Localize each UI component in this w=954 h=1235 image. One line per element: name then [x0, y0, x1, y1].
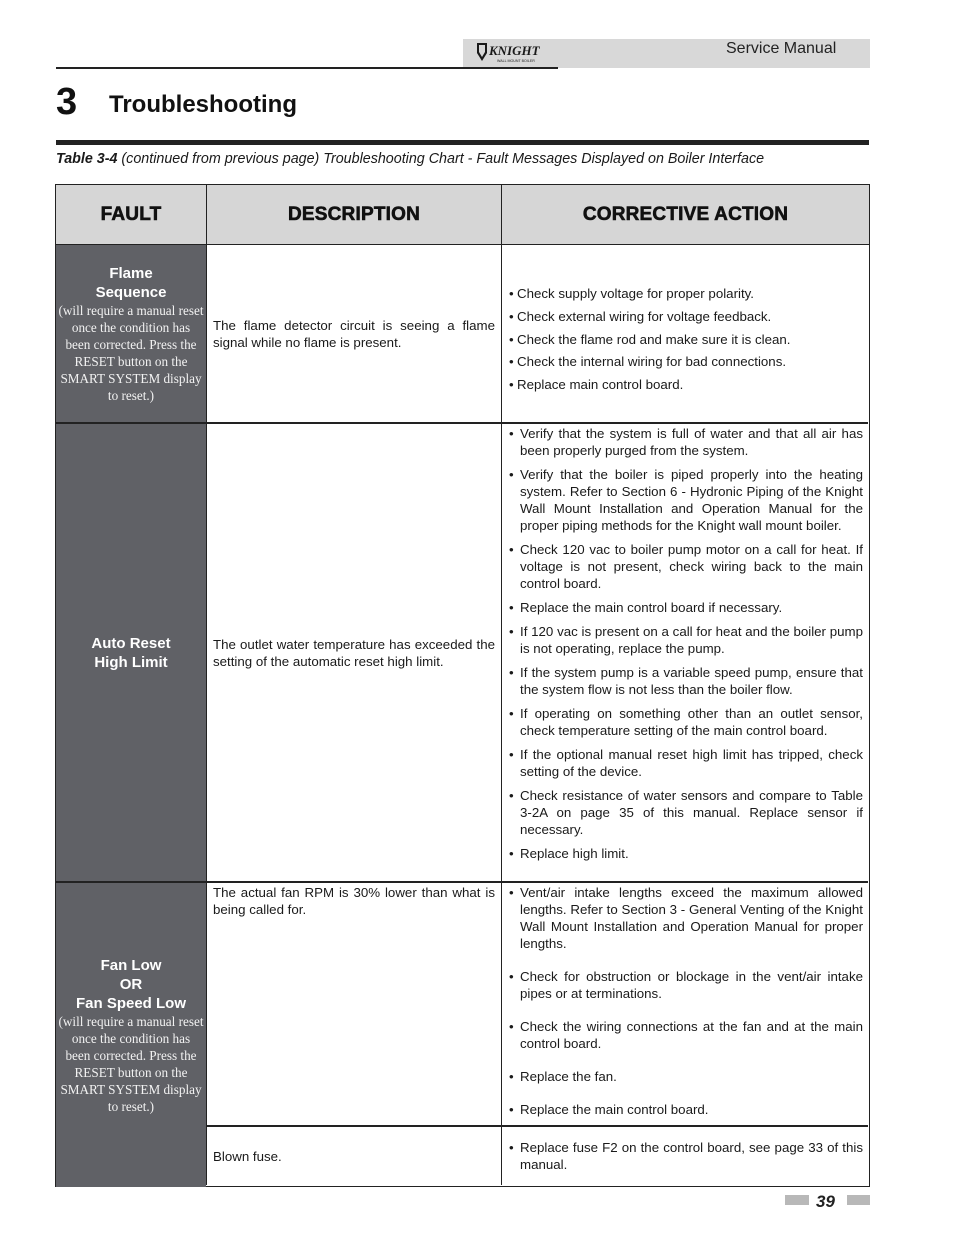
page-number: 39	[816, 1192, 835, 1211]
knight-logo-icon	[473, 39, 549, 66]
logo-brand: KNIGHT	[489, 43, 540, 58]
list-item: • If the system pump is a variable speed pump, ensure that the system flow is not less than the boiler flow.	[509, 664, 863, 698]
table-row-auto-reset-description: The outlet water temperature has exceeded the setting of the automatic reset high limit.	[206, 424, 501, 882]
list-item: • Replace fuse F2 on the control board, see page 33 of this manual.	[509, 1139, 863, 1173]
list-item: • Replace the main control board if necessary.	[509, 599, 863, 616]
list-item: • Replace high limit.	[509, 845, 863, 862]
list-item: • If the optional manual reset high limit has tripped, check setting of the device.	[509, 746, 863, 780]
list-item: • If operating on something other than an outlet sensor, check temperature setting of the main control board.	[509, 705, 863, 739]
section-title: Troubleshooting	[109, 91, 297, 118]
logo-subtitle: WALL MOUNT BOILER	[497, 59, 535, 63]
list-item: • Check external wiring for voltage feedback.	[509, 308, 790, 325]
list-item: • Verify that the boiler is piped properly into the heating system. Refer to Section 6 - Hydronic Piping of the Knight Wall Mount Installation and Operation Manual for the proper piping methods for the Knight wall mount boiler.	[509, 466, 863, 534]
header-title: Service Manual	[726, 40, 837, 57]
list-item: • Check the internal wiring for bad connections.	[509, 353, 790, 370]
table-row-blown-fuse-actions	[501, 1127, 869, 1185]
footer-bar-left	[785, 1195, 809, 1205]
table-row-auto-reset-actions	[501, 424, 869, 882]
list-item: • Check for obstruction or blockage in the vent/air intake pipes or at terminations.	[509, 968, 863, 1002]
table-caption	[56, 151, 764, 167]
header-fault: FAULT	[56, 185, 206, 245]
list-item: • Check the flame rod and make sure it is clean.	[509, 331, 790, 348]
table-row-flame-sequence-fault: Flame Sequence (will require a manual reset once the condition has been corrected. Press the RESET button on the SMART SYSTEM display to reset.)	[56, 245, 206, 423]
list-item: • Check supply voltage for proper polarity.	[509, 285, 790, 302]
section-rule	[56, 140, 869, 145]
list-item: • Check the wiring connections at the fan and at the main control board.	[509, 1018, 863, 1052]
header-rule	[56, 67, 558, 69]
troubleshooting-table	[55, 184, 870, 1187]
table-row-fan-low-description: The actual fan RPM is 30% lower than what is being called for.	[206, 883, 501, 1125]
caption-text: (continued from previous page) Troubleshooting Chart - Fault Messages Displayed on Boiler Interface	[117, 151, 765, 167]
table-row-fan-low-fault: Fan Low OR Fan Speed Low (will require a manual reset once the condition has been corrected. Press the RESET button on the SMART SYSTEM display to reset.)	[56, 883, 206, 1187]
table-row-blown-fuse-description: Blown fuse.	[206, 1127, 501, 1185]
table-row-fan-low-actions	[501, 883, 869, 1125]
list-item: • Verify that the system is full of water and that all air has been properly purged from the system.	[509, 425, 863, 459]
header-corrective-action: CORRECTIVE ACTION	[501, 185, 869, 245]
header-description: DESCRIPTION	[206, 185, 501, 245]
list-item: • Replace the main control board.	[509, 1101, 863, 1118]
list-item: • If 120 vac is present on a call for heat and the boiler pump is not operating, replace the pump.	[509, 623, 863, 657]
list-item: • Check 120 vac to boiler pump motor on a call for heat. If voltage is not present, check wiring back to the main control board.	[509, 541, 863, 592]
list-item: • Vent/air intake lengths exceed the maximum allowed lengths. Refer to Section 3 - General Venting of the Knight Wall Mount Installation and Operation Manual for proper lengths.	[509, 884, 863, 952]
table-row-flame-sequence-description: The flame detector circuit is seeing a flame signal while no flame is present.	[206, 245, 501, 423]
caption-label: Table 3-4	[56, 151, 118, 167]
table-row-flame-sequence-actions	[501, 245, 869, 423]
table-row-auto-reset-fault: Auto Reset High Limit	[56, 424, 206, 882]
list-item: • Replace main control board.	[509, 376, 790, 393]
list-item: • Check resistance of water sensors and compare to Table 3-2A on page 35 of this manual. Replace sensor if necessary.	[509, 787, 863, 838]
footer-bar-right	[847, 1195, 870, 1205]
section-number: 3	[56, 81, 78, 123]
list-item: • Replace the fan.	[509, 1068, 863, 1085]
